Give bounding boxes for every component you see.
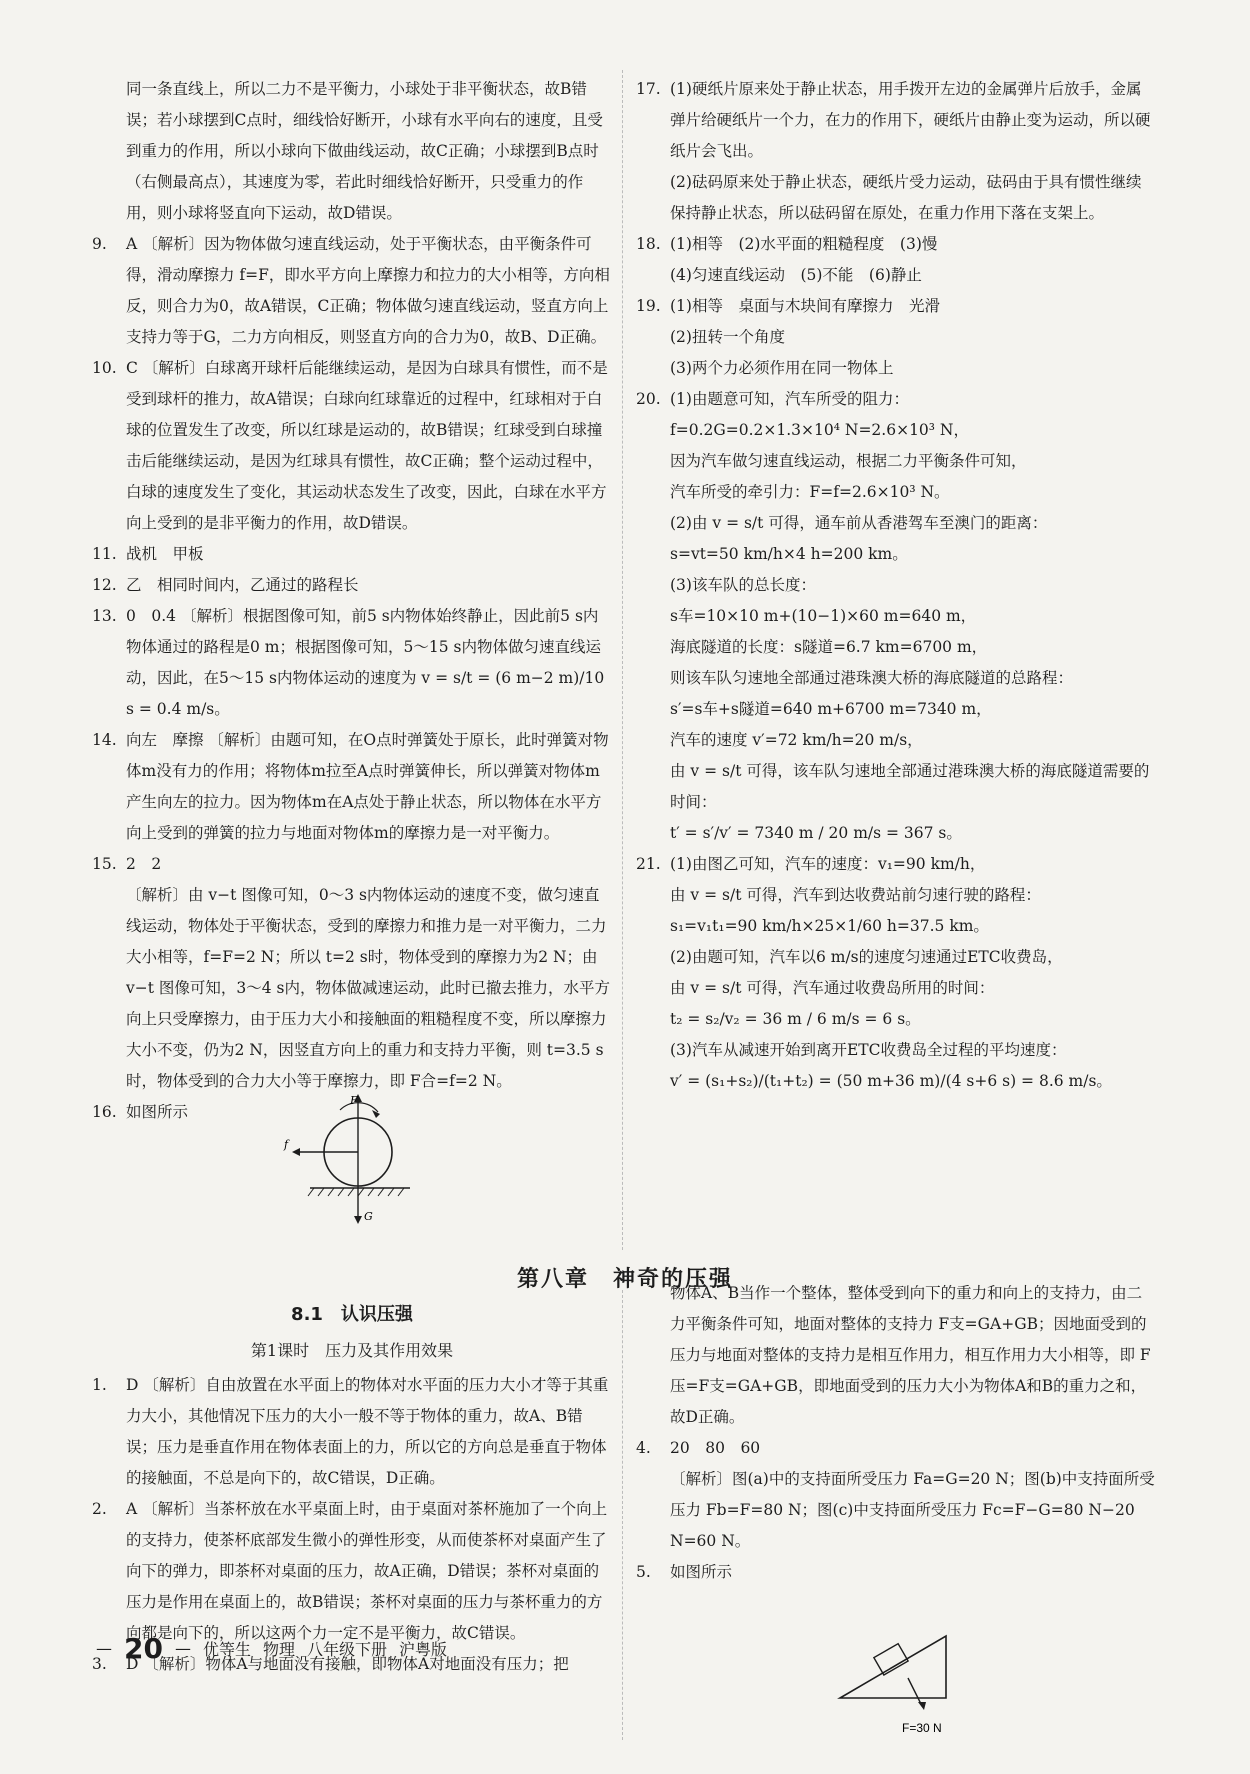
answer-item <box>636 570 1156 601</box>
answer-item <box>636 880 1156 911</box>
answer-item <box>636 694 1156 725</box>
answer-text: s′=s车+s隧道=640 m+6700 m=7340 m， <box>670 700 992 718</box>
answer-item <box>636 229 1156 260</box>
answer-item <box>92 880 612 1097</box>
answer-number: 21. <box>636 855 661 873</box>
answer-number: 3. <box>92 1655 107 1673</box>
answer-text: 0 0.4 〔解析〕根据图像可知，前5 s内物体始终静止，因此前5 s内物体通过的路程是0 m；根据图像可知，5～15 s内物体做匀速直线运动，因此，在5～15 s内物体运动的速度为 v = s/t = (6 m−2 m)/10 s = 0.4 m/s。 <box>126 607 605 718</box>
answer-text: (2)由 v = s/t 可得，通车前从香港驾车至澳门的距离： <box>670 514 1048 532</box>
force-diagram-circle <box>280 1092 440 1232</box>
lesson-title: 第1课时 压力及其作用效果 <box>250 1341 454 1360</box>
answer-item <box>92 353 612 539</box>
force-diagram-incline <box>836 1622 976 1742</box>
answer-text: (2)扭转一个角度 <box>670 328 785 346</box>
answer-text: 由 v = s/t 可得，汽车通过收费岛所用的时间： <box>670 979 995 997</box>
answer-text: (2)砝码原来处于静止状态，硬纸片受力运动，砝码由于具有惯性继续保持静止状态，所以砝码留在原处，在重力作用下落在支架上。 <box>670 173 1142 222</box>
answer-text: 同一条直线上，所以二力不是平衡力，小球处于非平衡状态，故B错误；若小球摆到C点时，细线恰好断开，小球有水平向右的速度，且受到重力的作用，所以小球向下做曲线运动，故C正确；小球摆到B点时（右侧最高点），其速度为零，若此时细线恰好断开，只受重力的作用，则小球将竖直向下运动，故D错误。 <box>126 80 603 222</box>
answer-number: 15. <box>92 855 117 873</box>
footer-book: 优等生 <box>202 1640 251 1659</box>
answer-text: (4)匀速直线运动 (5)不能 (6)静止 <box>670 266 922 284</box>
answer-text: 汽车的速度 v′=72 km/h=20 m/s， <box>670 731 923 749</box>
footer-edition: 沪粤版 <box>399 1640 448 1659</box>
answer-text: 如图所示 <box>670 1563 733 1581</box>
answer-text: 乙 相同时间内，乙通过的路程长 <box>126 576 359 594</box>
answer-text: (2)由题可知，汽车以6 m/s的速度匀速通过ETC收费岛， <box>670 948 1063 966</box>
answer-text: (1)由图乙可知，汽车的速度：v₁=90 km/h， <box>670 855 986 873</box>
answer-number: 5. <box>636 1563 651 1581</box>
answer-item <box>636 1004 1156 1035</box>
answer-number: 2. <box>92 1500 107 1518</box>
answer-item <box>636 291 1156 322</box>
footer-grade: 八年级下册 <box>307 1640 388 1659</box>
answer-text: (3)汽车从减速开始到离开ETC收费岛全过程的平均速度： <box>670 1041 1067 1059</box>
answer-text: v′ = (s₁+s₂)/(t₁+t₂) = (50 m+36 m)/(4 s+6 s) = 8.6 m/s。 <box>670 1072 1112 1090</box>
answer-number: 11. <box>92 545 117 563</box>
answer-item <box>92 539 612 570</box>
answer-item <box>92 601 612 725</box>
incline-force-label: F=30 N <box>902 1721 942 1735</box>
answer-text: C 〔解析〕白球离开球杆后能继续运动，是因为白球具有惯性，而不是受到球杆的推力，故A错误；白球向红球靠近的过程中，红球相对于白球的位置发生了改变，所以红球是运动的，故B错误；红球受到白球撞击后能继续运动，是因为红球具有惯性，故C正确；整个运动过程中，白球的速度发生了变化，其运动状态发生了改变，因此，白球在水平方向上受到的是非平衡力的作用，故D错误。 <box>126 359 608 532</box>
answer-text: 由 v = s/t 可得，该车队匀速地全部通过港珠澳大桥的海底隧道需要的时间： <box>670 762 1150 811</box>
column-divider-top <box>622 70 623 1250</box>
answer-item <box>636 415 1156 446</box>
footer-subject: 物理 <box>262 1640 295 1659</box>
answer-item <box>636 849 1156 880</box>
answer-item <box>92 849 612 880</box>
answer-text: 战机 甲板 <box>126 545 204 563</box>
answer-item <box>92 229 612 353</box>
answer-text: 因为汽车做匀速直线运动，根据二力平衡条件可知， <box>670 452 1027 470</box>
answer-item <box>636 508 1156 539</box>
answer-text: 〔解析〕图(a)中的支持面所受压力 Fa=G=20 N；图(b)中支持面所受压力 Fb=F=80 N；图(c)中支持面所受压力 Fc=F−G=80 N−20 N=60 N。 <box>670 1470 1155 1550</box>
answer-number: 14. <box>92 731 117 749</box>
answer-text: A 〔解析〕因为物体做匀速直线运动，处于平衡状态，由平衡条件可得，滑动摩擦力 f=F，即水平方向上摩擦力和拉力的大小相等，方向相反，则合力为0，故A错误，C正确；物体做匀速直线运动，竖直方向上支持力等于G，二力方向相反，则竖直方向的合力为0，故B、D正确。 <box>126 235 610 346</box>
answer-text: D 〔解析〕自由放置在水平面上的物体对水平面的压力大小才等于其重力大小，其他情况下压力的大小一般不等于物体的重力，故A、B错误；压力是垂直作用在物体表面上的力，所以它的方向总是垂直于物体的接触面，不总是向下的，故C错误，D正确。 <box>126 1376 609 1487</box>
answer-item <box>92 570 612 601</box>
answer-item <box>636 725 1156 756</box>
answer-item <box>636 756 1156 818</box>
answer-item <box>636 477 1156 508</box>
answer-number: 9. <box>92 235 107 253</box>
left-column-top <box>92 74 612 1128</box>
answer-number: 16. <box>92 1103 117 1121</box>
right-column-bottom <box>636 1278 1156 1588</box>
answer-item <box>636 446 1156 477</box>
answer-item <box>636 1464 1156 1557</box>
answer-item <box>636 539 1156 570</box>
answer-text: 如图所示 <box>126 1103 189 1121</box>
answer-item <box>92 74 612 229</box>
answer-text: (1)由题意可知，汽车所受的阻力： <box>670 390 909 408</box>
answer-text: 〔解析〕由 v−t 图像可知，0～3 s内物体运动的速度不变，做匀速直线运动，物体处于平衡状态，受到的摩擦力和推力是一对平衡力，二力大小相等，f=F=2 N；所以 t=2 s时，物体受到的摩擦力为2 N；由 v−t 图像可知，3～4 s内，物体做减速运动，此时已撤去推力，水平方向上只受摩擦力，由于压力大小和接触面的粗糙程度不变，所以摩擦力大小不变，仍为2 N，因竖直方向上的重力和支持力平衡，则 t=3.5 s时，物体受到的合力大小等于摩擦力，即 F合=f=2 N。 <box>126 886 611 1090</box>
answer-item <box>636 384 1156 415</box>
page-footer <box>96 1632 447 1665</box>
answer-text: (1)相等 桌面与木块间有摩擦力 光滑 <box>670 297 940 315</box>
footer-dash: — <box>96 1639 112 1658</box>
answer-number: 10. <box>92 359 117 377</box>
answer-number: 17. <box>636 80 661 98</box>
answer-text: f=0.2G=0.2×1.3×10⁴ N=2.6×10³ N， <box>670 421 969 439</box>
answer-item <box>636 911 1156 942</box>
answer-number: 1. <box>92 1376 107 1394</box>
answer-item <box>636 1433 1156 1464</box>
answer-item <box>636 601 1156 632</box>
answer-number: 12. <box>92 576 117 594</box>
answer-text: s车=10×10 m+(10−1)×60 m=640 m， <box>670 607 977 625</box>
answer-text: (3)两个力必须作用在同一物体上 <box>670 359 894 377</box>
right-column-top <box>636 74 1156 1097</box>
footer-dash-2: — <box>174 1639 191 1658</box>
answer-item <box>636 260 1156 291</box>
answer-number: 20. <box>636 390 661 408</box>
answer-text: (1)相等 (2)水平面的粗糙程度 (3)慢 <box>670 235 938 253</box>
answer-item <box>92 725 612 849</box>
answer-text: D 〔解析〕物体A与地面没有接触，即物体A对地面没有压力；把 <box>126 1655 569 1673</box>
answer-number: 18. <box>636 235 661 253</box>
answer-text: s₁=v₁t₁=90 km/h×25×1/60 h=37.5 km。 <box>670 917 989 935</box>
answer-item <box>636 1557 1156 1588</box>
force-label-f-left: f <box>284 1138 289 1151</box>
answer-number: 19. <box>636 297 661 315</box>
answer-text: 汽车所受的牵引力：F=f=2.6×10³ N。 <box>670 483 950 501</box>
answer-item <box>636 942 1156 973</box>
answer-item <box>636 167 1156 229</box>
answer-text: 20 80 60 <box>670 1439 761 1457</box>
answer-number: 4. <box>636 1439 651 1457</box>
page-number: 20 <box>124 1632 163 1665</box>
answer-item <box>636 322 1156 353</box>
answer-item <box>636 1035 1156 1066</box>
answer-item <box>636 632 1156 663</box>
answer-item <box>636 1066 1156 1097</box>
chapter-title: 第八章 神奇的压强 <box>516 1267 733 1292</box>
answer-text: 向左 摩擦 〔解析〕由题可知，在O点时弹簧处于原长，此时弹簧对物体m没有力的作用；将物体m拉至A点时弹簧伸长，所以弹簧对物体m产生向左的拉力。因为物体m在A点处于静止状态，所以物体在水平方向上受到的弹簧的拉力与地面对物体m的摩擦力是一对平衡力。 <box>126 731 609 842</box>
answer-text: s=vt=50 km/h×4 h=200 km。 <box>670 545 908 563</box>
answer-text: (1)硬纸片原来处于静止状态，用手拨开左边的金属弹片后放手，金属弹片给硬纸片一个力，在力的作用下，硬纸片由静止变为运动，所以硬纸片会飞出。 <box>670 80 1151 160</box>
answer-text: A 〔解析〕当茶杯放在水平桌面上时，由于桌面对茶杯施加了一个向上的支持力，使茶杯底部发生微小的弹性形变，从而使茶杯对桌面产生了向下的弹力，即茶杯对桌面的压力，故A正确，D错误；茶杯对桌面的压力是作用在桌面上的，故B错误；茶杯对桌面的压力与茶杯重力的方向都是向下的，所以这两个力一定不是平衡力，故C错误。 <box>126 1500 608 1642</box>
answer-text: 由 v = s/t 可得，汽车到达收费站前匀速行驶的路程： <box>670 886 1041 904</box>
section-title: 8.1 认识压强 <box>291 1304 413 1325</box>
answer-item <box>636 663 1156 694</box>
answer-item <box>636 818 1156 849</box>
answer-text: (3)该车队的总长度： <box>670 576 816 594</box>
answer-text: 2 2 <box>126 855 162 873</box>
answer-item <box>92 1494 612 1649</box>
answer-text: 则该车队匀速地全部通过港珠澳大桥的海底隧道的总路程： <box>670 669 1074 687</box>
force-label-f-top: F <box>350 1094 358 1107</box>
answer-item <box>636 973 1156 1004</box>
answer-text: t′ = s′/v′ = 7340 m / 20 m/s = 367 s。 <box>670 824 962 842</box>
answer-text: 海底隧道的长度：s隧道=6.7 km=6700 m， <box>670 638 988 656</box>
answer-number: 13. <box>92 607 117 625</box>
answer-item <box>636 353 1156 384</box>
force-label-g: G <box>364 1210 373 1223</box>
column-divider-bottom <box>622 1290 623 1740</box>
answer-item <box>92 1370 612 1494</box>
answer-item <box>636 1278 1156 1433</box>
answer-item <box>636 74 1156 167</box>
answer-text: t₂ = s₂/v₂ = 36 m / 6 m/s = 6 s。 <box>670 1010 921 1028</box>
answer-text: 物体A、B当作一个整体，整体受到向下的重力和向上的支持力，由二力平衡条件可知，地面对整体的支持力 F支=GA+GB；因地面受到的压力与地面对整体的支持力是相互作用力，相互作用力大小相等，即 F压=F支=GA+GB，即地面受到的压力大小为物体A和B的重力之和，故D正确。 <box>670 1284 1151 1426</box>
